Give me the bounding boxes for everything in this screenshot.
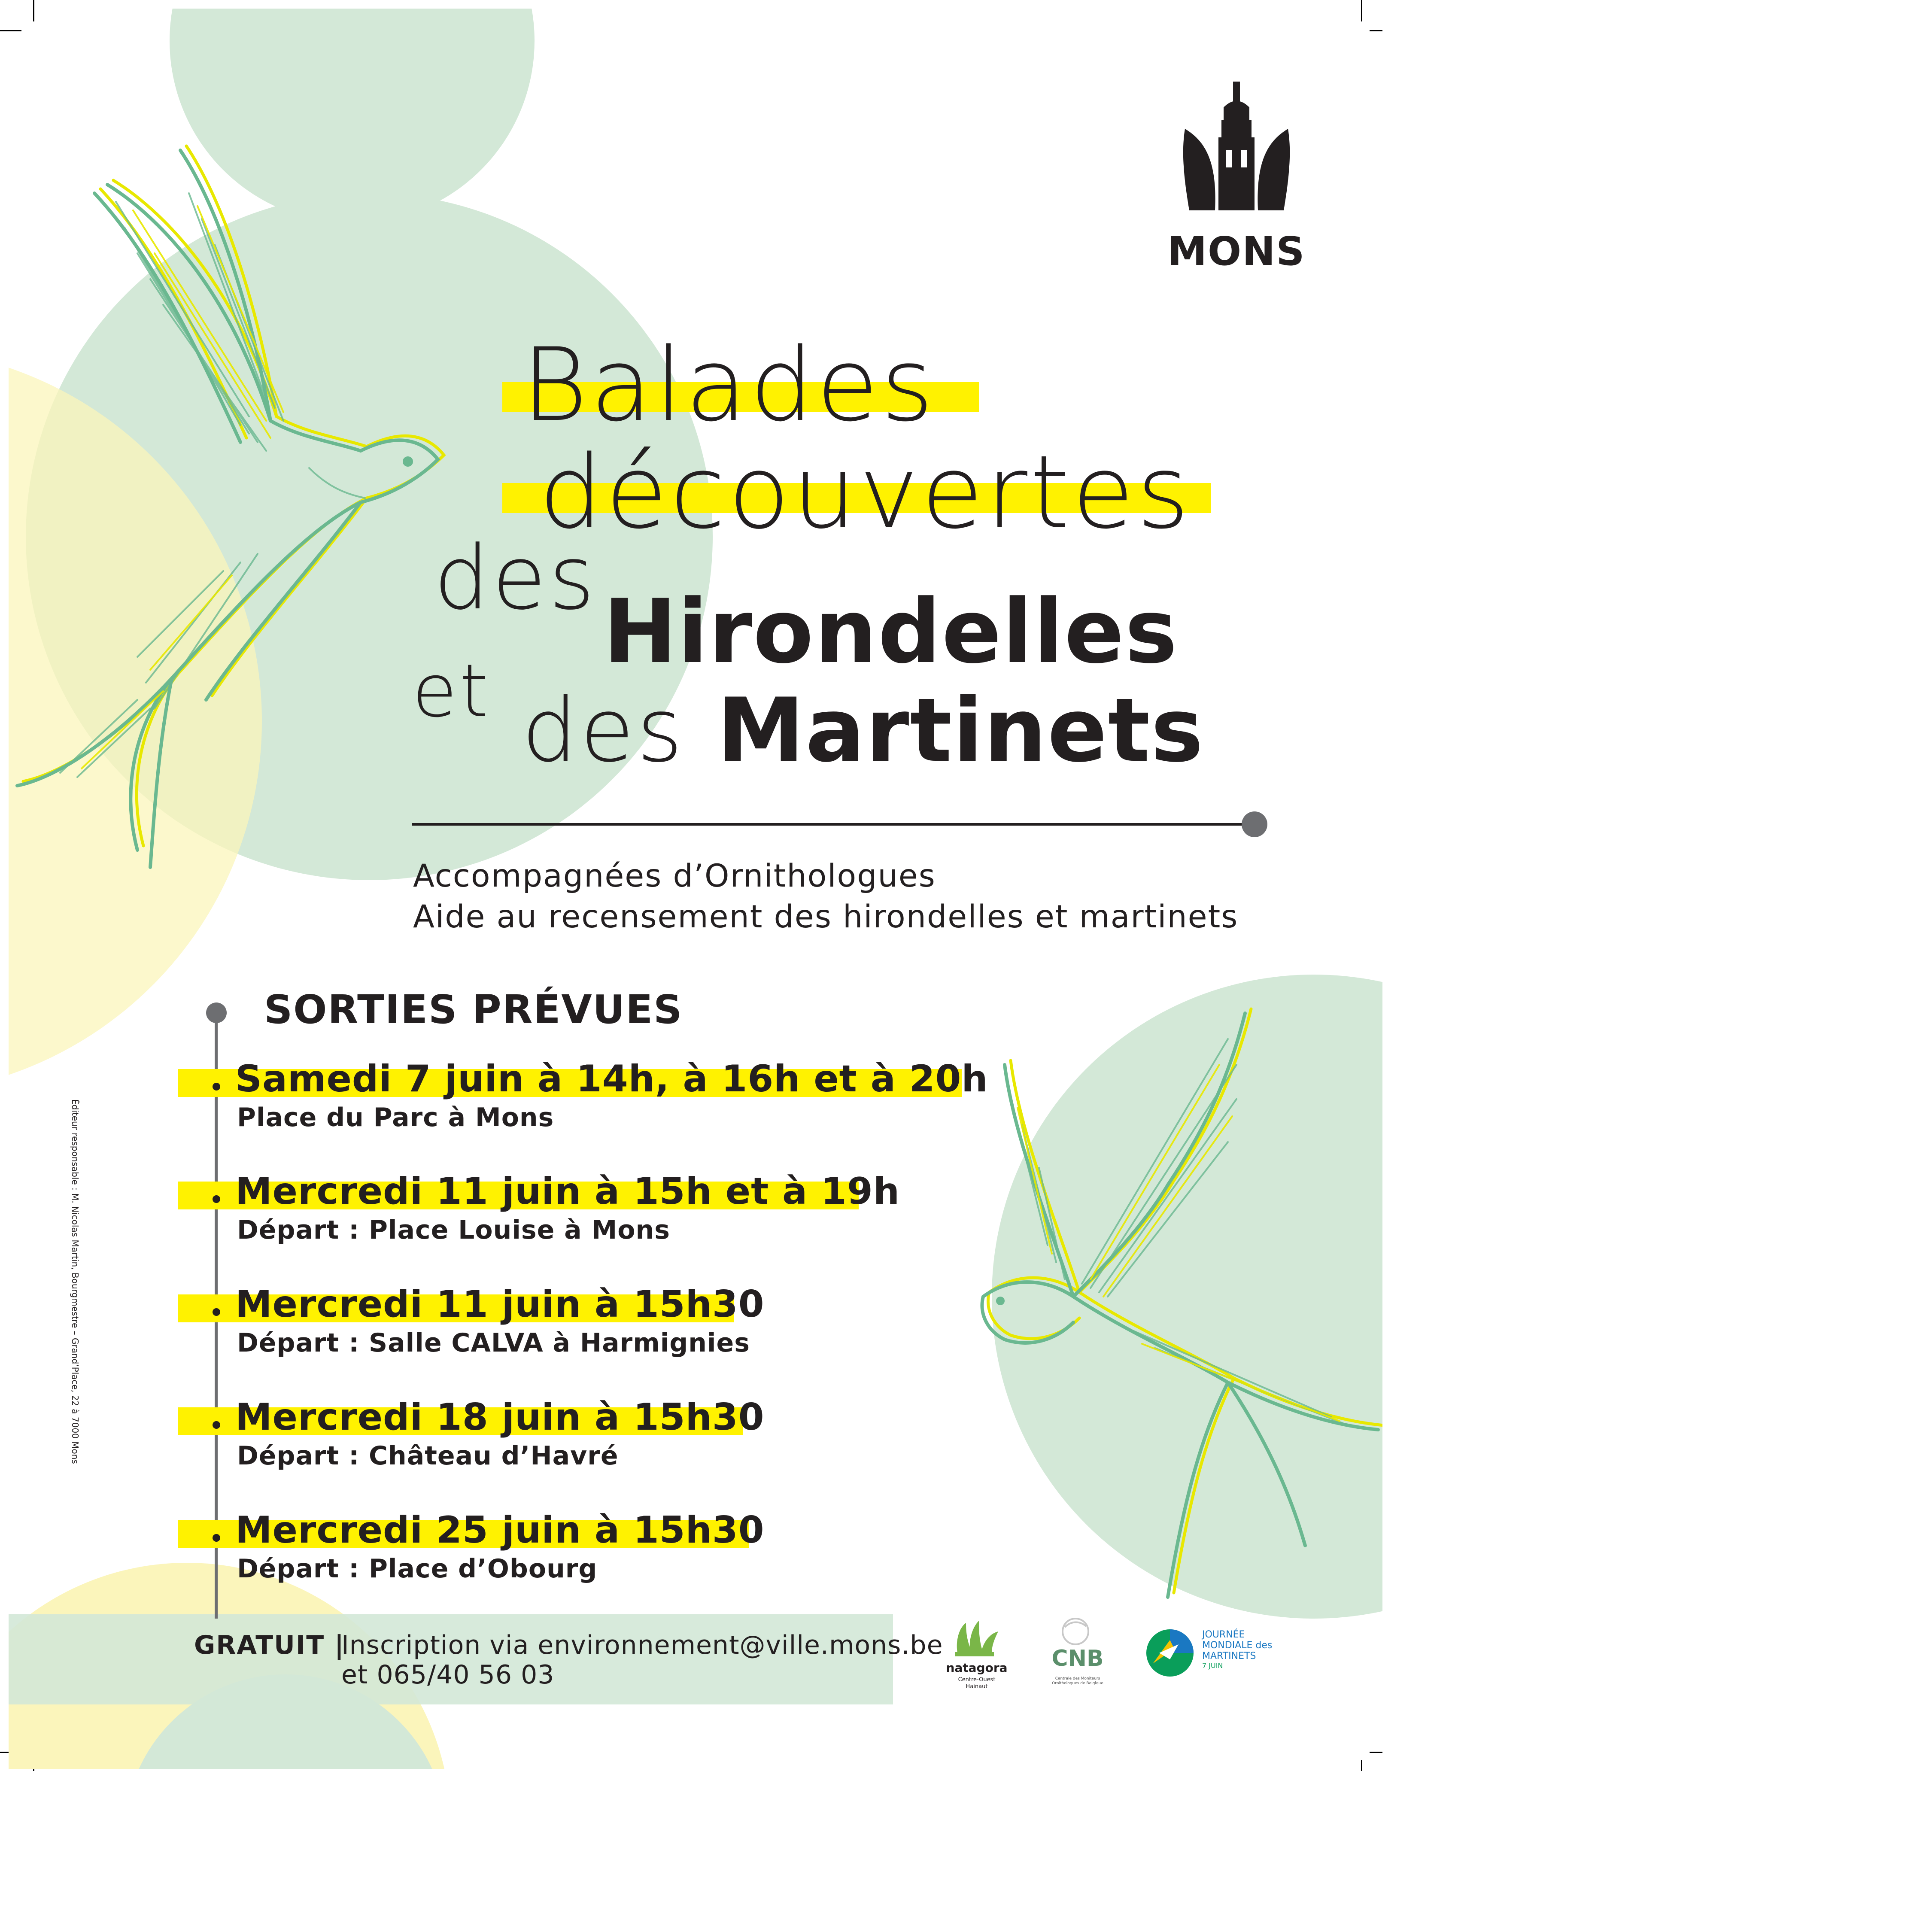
registration-email: Inscription via environnement@ville.mons.be — [341, 1630, 943, 1660]
subtitle-line-2: Aide au recensement des hirondelles et martinets — [413, 899, 1239, 935]
event-place: Place du Parc à Mons — [237, 1103, 554, 1133]
page-margin-right — [1382, 0, 1932, 1932]
registration-phone: et 065/40 56 03 — [341, 1660, 555, 1690]
legal-publisher: Éditeur responsable : M. Nicolas Martin, Bourgmestre – Grand’Place, 22 à 7000 Mons — [70, 1099, 80, 1464]
title-line-des-2: des — [522, 680, 686, 782]
natagora-logo-icon — [951, 1619, 1002, 1657]
title-divider — [412, 823, 1254, 826]
title-martinets: Martinets — [717, 680, 1204, 782]
journee-line3: MARTINETS — [1202, 1651, 1256, 1662]
swallow-illustration-left — [9, 142, 489, 872]
journee-line1: JOURNÉE — [1202, 1629, 1245, 1640]
title-hirondelles: Hirondelles — [603, 581, 1179, 683]
event-bullet — [213, 1421, 220, 1429]
title-line-et: et — [412, 649, 491, 734]
cnb-name: CNB — [1051, 1646, 1104, 1671]
event-title: Samedi 7 juin à 14h, à 16h et à 20h — [235, 1057, 988, 1100]
title-line-decouvertes: découvertes — [539, 434, 1192, 551]
event-place: Départ : Château d’Havré — [237, 1441, 619, 1471]
schedule-heading: SORTIES PRÉVUES — [264, 987, 683, 1033]
natagora-name: natagora — [946, 1661, 1008, 1675]
event-title: Mercredi 11 juin à 15h et à 19h — [235, 1170, 900, 1213]
free-label: GRATUIT | — [194, 1630, 345, 1660]
journee-line4: 7 JUIN — [1202, 1662, 1223, 1670]
event-place: Départ : Salle CALVA à Harmignies — [237, 1328, 750, 1358]
event-bullet — [213, 1195, 220, 1203]
journee-mondiale-logo-icon — [1144, 1627, 1196, 1679]
journee-line2: MONDIALE des — [1202, 1640, 1273, 1651]
mons-logo-icon — [1181, 82, 1292, 236]
event-bullet — [213, 1083, 220, 1091]
page-margin-bottom — [0, 1771, 1932, 1932]
natagora-sub: Centre-Ouest Hainaut — [958, 1677, 996, 1690]
swallow-illustration-right — [962, 1005, 1382, 1606]
cnb-sub: Centrale des Moniteurs Ornithologues de Belgique — [1052, 1677, 1103, 1686]
title-line-balades: Balades — [522, 327, 936, 444]
divider-dot — [1242, 811, 1267, 837]
cnb-logo-icon — [1052, 1614, 1099, 1649]
event-title: Mercredi 25 juin à 15h30 — [235, 1509, 765, 1552]
event-bullet — [213, 1308, 220, 1316]
event-title: Mercredi 11 juin à 15h30 — [235, 1283, 765, 1326]
subtitle-line-1: Accompagnées d’Ornithologues — [413, 858, 936, 894]
event-title: Mercredi 18 juin à 15h30 — [235, 1396, 765, 1439]
mons-logo-text: MONS — [1167, 228, 1306, 274]
event-place: Départ : Place d’Obourg — [237, 1554, 598, 1584]
event-place: Départ : Place Louise à Mons — [237, 1215, 670, 1245]
title-line-des: des — [434, 527, 598, 629]
event-bullet — [213, 1534, 220, 1542]
